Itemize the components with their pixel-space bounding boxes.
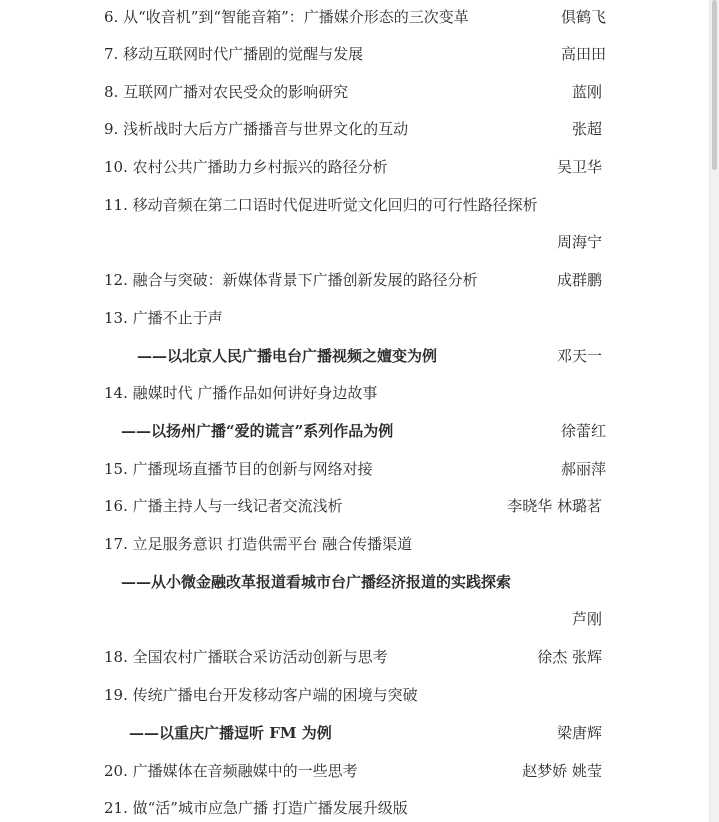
entry-author: 邓天一 [556, 347, 602, 365]
toc-entry [0, 683, 719, 707]
entry-author: 赵梦娇 姚莹 [522, 762, 602, 780]
entry-title: 19. 传统广播电台开发移动客户端的困境与突破 [104, 686, 418, 704]
scrollbar-thumb[interactable] [712, 0, 717, 170]
entry-author: 吴卫华 [556, 158, 602, 176]
toc-entry [0, 645, 719, 669]
entry-title: 17. 立足服务意识 打造供需平台 融合传播渠道 [104, 535, 413, 553]
entry-author: 周海宁 [556, 233, 602, 251]
entry-title: 12. 融合与突破：新媒体背景下广播创新发展的路径分析 [104, 271, 478, 289]
entry-title: 14. 融媒时代 广播作品如何讲好身边故事 [104, 384, 378, 402]
entry-author: 蓝刚 [571, 83, 602, 101]
entry-title: 10. 农村公共广播助力乡村振兴的路径分析 [104, 158, 388, 176]
toc-entry [0, 532, 719, 556]
entry-title: 7. 移动互联网时代广播剧的觉醒与发展 [104, 45, 364, 63]
entry-author: 张超 [571, 120, 602, 138]
entry-title: 18. 全国农村广播联合采访活动创新与思考 [104, 648, 388, 666]
toc-entry [0, 494, 719, 518]
toc-entry [0, 5, 719, 29]
toc-entry [0, 759, 719, 783]
entry-subtitle: ——以扬州广播“爱的谎言”系列作品为例 [121, 422, 394, 440]
entry-title: 6. 从“收音机”到“智能音箱”：广播媒介形态的三次变革 [104, 8, 469, 26]
entry-title: 8. 互联网广播对农民受众的影响研究 [104, 83, 349, 101]
entry-title: 20. 广播媒体在音频融媒中的一些思考 [104, 762, 358, 780]
entry-title: 11. 移动音频在第二口语时代促进听觉文化回归的可行性路径探析 [104, 196, 538, 214]
entry-author: 梁唐辉 [556, 724, 602, 742]
toc-entry-subtitle-line [0, 344, 719, 368]
entry-author: 成群鹏 [556, 271, 602, 289]
entry-author: 徐蕾红 [560, 422, 606, 440]
toc-entry [0, 381, 719, 405]
entry-title: 16. 广播主持人与一线记者交流浅析 [104, 497, 343, 515]
toc-entry-subtitle-line [0, 721, 719, 745]
toc-entry-subtitle-line [0, 419, 719, 443]
entry-subtitle: ——从小微金融改革报道看城市台广播经济报道的实践探索 [121, 573, 512, 591]
toc-entry [0, 155, 719, 179]
entry-title: 15. 广播现场直播节目的创新与网络对接 [104, 460, 373, 478]
entry-subtitle: ——以北京人民广播电台广播视频之嬗变为例 [137, 347, 438, 365]
toc-entry [0, 80, 719, 104]
entry-author: 徐杰 张辉 [537, 648, 602, 666]
toc-entry [0, 796, 719, 820]
toc-entry-author-line [0, 230, 719, 254]
toc-entry-subtitle-line [0, 570, 719, 594]
toc-entry [0, 457, 719, 481]
entry-subtitle: ——以重庆广播逗听 FM 为例 [129, 724, 332, 742]
toc-entry [0, 193, 719, 217]
vertical-scrollbar[interactable] [709, 0, 719, 822]
toc-entry [0, 268, 719, 292]
entry-title: 9. 浅析战时大后方广播播音与世界文化的互动 [104, 120, 409, 138]
toc-entry [0, 117, 719, 141]
toc-entry-author-line [0, 607, 719, 631]
entry-author: 俱鹤飞 [560, 8, 606, 26]
entry-title: 13. 广播不止于声 [104, 309, 223, 327]
entry-author: 李晓华 林璐茗 [507, 497, 602, 515]
entry-author: 郝丽萍 [560, 460, 606, 478]
entry-author: 芦刚 [571, 610, 602, 628]
toc-entry [0, 42, 719, 66]
entry-author: 高田田 [560, 45, 606, 63]
toc-entry [0, 306, 719, 330]
entry-title: 21. 做“活”城市应急广播 打造广播发展升级版 [104, 799, 408, 817]
